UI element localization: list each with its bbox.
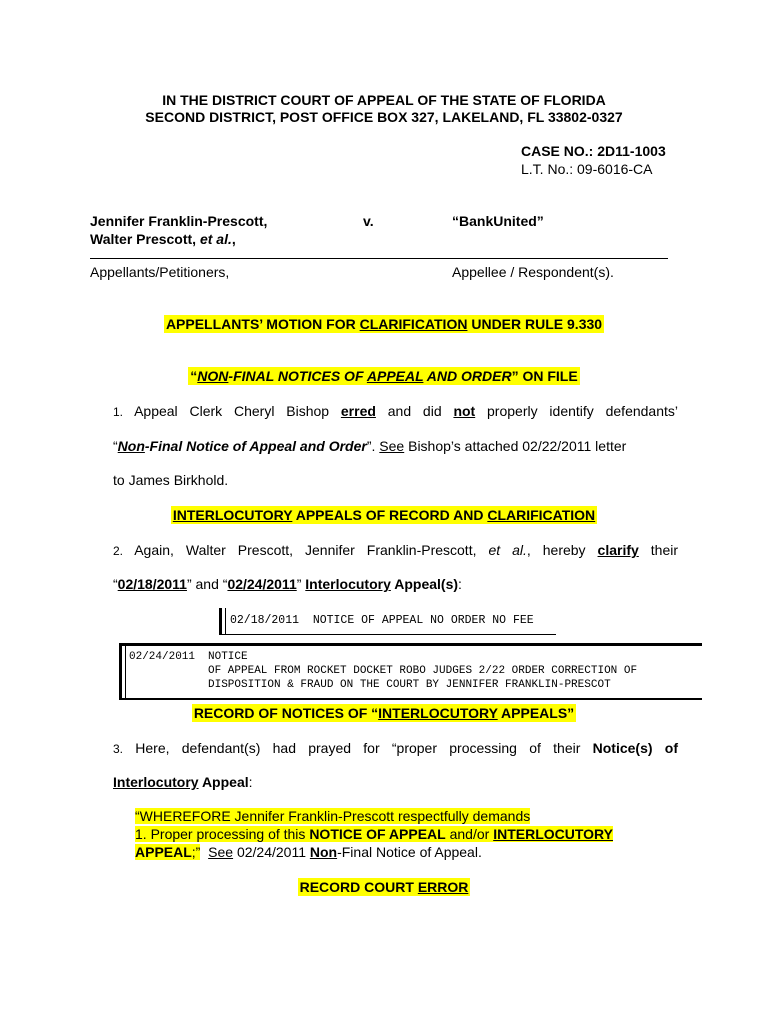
court-address: SECOND DISTRICT, POST OFFICE BOX 327, LAKELAND, FL 33802-0327: [145, 109, 623, 125]
appellant-name-2: Walter Prescott, et al.,: [90, 231, 236, 247]
motion-title: APPELLANTS’ MOTION FOR CLARIFICATION UNDER RULE 9.330: [165, 316, 603, 332]
party-divider-line: [90, 248, 668, 259]
appellant-role: Appellants/Petitioners,: [90, 264, 230, 280]
court-name: IN THE DISTRICT COURT OF APPEAL OF THE STATE OF FLORIDA: [162, 92, 606, 108]
docket-entry-1: [219, 608, 556, 635]
docket-entry-2-line-2: OF APPEAL FROM ROCKET DOCKET ROBO JUDGES 2/22 ORDER CORRECTION OF: [208, 665, 638, 677]
paragraph-1-line-1: 1. Appeal Clerk Cheryl Bishop erred and did not properly identify defendants’: [113, 403, 679, 419]
docket-entry-2-line-1: NOTICE: [208, 651, 248, 663]
paragraph-2-line-2: “02/18/2011” and “02/24/2011” Interlocutory Appeal(s):: [113, 576, 462, 592]
docket-entry-2-line-3: DISPOSITION & FRAUD ON THE COURT BY JENNIFER FRANKLIN-PRESCOT: [208, 679, 611, 691]
docket-entry-2: [119, 643, 702, 700]
docket-entry-1-text: 02/18/2011 NOTICE OF APPEAL NO ORDER NO FEE: [230, 614, 534, 627]
paragraph-1-line-2: “Non-Final Notice of Appeal and Order”. See Bishop’s attached 02/22/2011 letter: [113, 438, 627, 454]
quote-line-1: “WHEREFORE Jennifer Franklin-Prescott respectfully demands: [135, 808, 531, 824]
case-number: CASE NO.: 2D11-1003: [521, 143, 666, 159]
lower-tribunal-number: L.T. No.: 09-6016-CA: [521, 161, 653, 177]
paragraph-1-line-3: to James Birkhold.: [113, 472, 229, 488]
section-heading-record-notices: RECORD OF NOTICES OF “INTERLOCUTORY APPEALS”: [193, 705, 575, 721]
docket-entry-2-date: 02/24/2011: [129, 651, 196, 663]
quote-line-3: APPEAL;” See 02/24/2011 Non-Final Notice of Appeal.: [135, 844, 482, 860]
section-heading-court-error: RECORD COURT ERROR: [299, 879, 469, 895]
appellee-name: “BankUnited”: [452, 213, 544, 229]
quote-line-2: 1. Proper processing of this NOTICE OF APPEAL and/or INTERLOCUTORY: [135, 826, 613, 842]
section-heading-nonfinal: “NON-FINAL NOTICES OF APPEAL AND ORDER” ON FILE: [190, 368, 578, 384]
appellee-role: Appellee / Respondent(s).: [452, 264, 614, 280]
paragraph-3-line-1: 3. Here, defendant(s) had prayed for “proper processing of their Notice(s) of: [113, 740, 679, 756]
appellant-name-1: Jennifer Franklin-Prescott,: [90, 213, 268, 229]
paragraph-3-line-2: Interlocutory Appeal:: [113, 774, 253, 790]
versus-label: v.: [363, 213, 374, 229]
section-heading-interlocutory: INTERLOCUTORY APPEALS OF RECORD AND CLARIFICATION: [172, 507, 596, 523]
paragraph-2-line-1: 2. Again, Walter Prescott, Jennifer Franklin-Prescott, et al., hereby clarify their: [113, 542, 679, 558]
